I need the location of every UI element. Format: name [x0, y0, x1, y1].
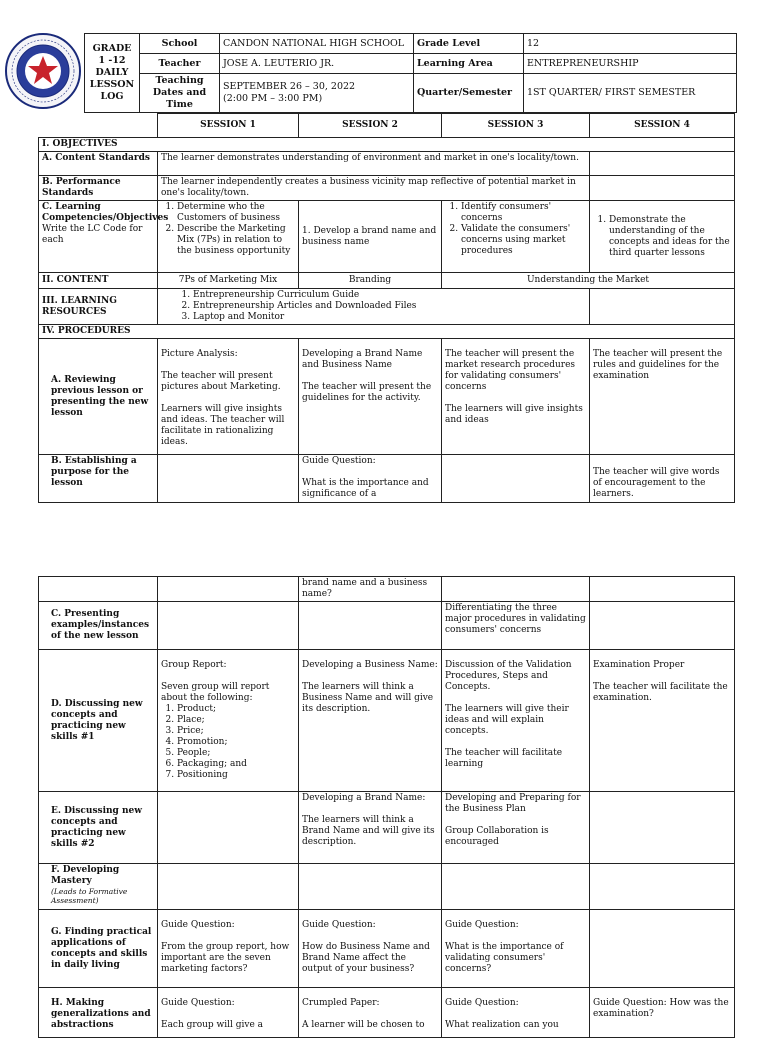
discussing-concepts-1-label: D. Discussing new concepts and practicing new skills #1 — [39, 650, 158, 792]
objectives-heading: I. OBJECTIVES — [39, 138, 735, 152]
teacher-label: Teacher — [140, 54, 220, 74]
discussing-concepts-2-label: E. Discussing new concepts and practicing new skills #2 — [39, 792, 158, 864]
learning-resources-list: 1. Entrepreneurship Curriculum Guide 2. Entrepreneurship Articles and Downloaded Files 3. Laptop and Monitor — [158, 289, 590, 325]
discussing-2-session-2: Developing a Brand Name: The learners will think a Brand Name and will give its description. — [299, 792, 442, 864]
grade-label: GRADE 1 -12 DAILY LESSON LOG — [85, 34, 140, 113]
establishing-purpose-label: B. Establishing a purpose for the lesson — [39, 455, 158, 503]
learning-area-value: ENTREPRENEURSHIP — [524, 54, 737, 74]
applications-session-2: Guide Question: How do Business Name and Brand Name affect the output of your business? — [299, 910, 442, 988]
session-1-header: SESSION 1 — [158, 114, 299, 138]
competencies-session-3: 1. Identify consumers' concerns 2. Validate the consumers' concerns using market procedures — [442, 201, 590, 273]
discussing-1-session-2: Developing a Business Name: The learners will think a Business Name and will give its description. — [299, 650, 442, 792]
reviewing-session-4: The teacher will present the rules and guidelines for the examination — [590, 339, 735, 455]
school-value: CANDON NATIONAL HIGH SCHOOL — [220, 34, 414, 54]
content-standards-label: A. Content Standards — [39, 152, 158, 176]
content-standards-text: The learner demonstrates understanding of environment and market in one's locality/town. — [158, 152, 590, 176]
purpose-session-4: The teacher will give words of encouragement to the learners. — [590, 455, 735, 503]
reviewing-session-2: Developing a Brand Name and Business Name The teacher will present the guidelines for the activity. — [299, 339, 442, 455]
generalizations-session-2: Crumpled Paper: A learner will be chosen to — [299, 988, 442, 1038]
generalizations-session-4: Guide Question: How was the examination? — [590, 988, 735, 1038]
deped-seal-logo — [4, 32, 82, 110]
content-label: II. CONTENT — [39, 273, 158, 289]
applications-session-1: Guide Question: From the group report, how important are the seven marketing factors? — [158, 910, 299, 988]
lesson-log-table-page1 — [38, 113, 735, 503]
reviewing-previous-lesson-label: A. Reviewing previous lesson or presenting the new lesson — [39, 339, 158, 455]
applications-session-3: Guide Question: What is the importance of validating consumers' concerns? — [442, 910, 590, 988]
quarter-value: 1ST QUARTER/ FIRST SEMESTER — [524, 74, 737, 113]
teacher-value: JOSE A. LEUTERIO JR. — [220, 54, 414, 74]
discussing-2-session-3: Developing and Preparing for the Business Plan Group Collaboration is encouraged — [442, 792, 590, 864]
generalizations-session-1: Guide Question: Each group will give a — [158, 988, 299, 1038]
reviewing-session-1: Picture Analysis: The teacher will present pictures about Marketing. Learners will give insights and ideas. The teacher will facilitate in rationalizing ideas. — [158, 339, 299, 455]
purpose-session-2-continued: brand name and a business name? — [299, 577, 442, 602]
competencies-session-2: 1. Develop a brand name and business name — [299, 201, 442, 273]
grade-level-label: Grade Level — [414, 34, 524, 54]
performance-standards-label: B. Performance Standards — [39, 176, 158, 201]
generalizations-session-3: Guide Question: What realization can you — [442, 988, 590, 1038]
lesson-log-table-page2 — [38, 576, 735, 1038]
procedures-heading: IV. PROCEDURES — [39, 325, 735, 339]
school-label: School — [140, 34, 220, 54]
discussing-1-session-4: Examination Proper The teacher will facilitate the examination. — [590, 650, 735, 792]
developing-mastery-label: F. Developing Mastery (Leads to Formative Assessment) — [39, 864, 158, 910]
content-session-3-4: Understanding the Market — [442, 273, 735, 289]
quarter-label: Quarter/Semester — [414, 74, 524, 113]
header-table — [84, 33, 737, 113]
performance-standards-text: The learner independently creates a business vicinity map reflective of potential market in one's locality/town. — [158, 176, 590, 201]
generalizations-label: H. Making generalizations and abstractions — [39, 988, 158, 1038]
session-3-header: SESSION 3 — [442, 114, 590, 138]
dates-value: SEPTEMBER 26 – 30, 2022 (2:00 PM – 3:00 PM) — [220, 74, 414, 113]
examples-session-3: Differentiating the three major procedures in validating consumers' concerns — [442, 602, 590, 650]
session-2-header: SESSION 2 — [299, 114, 442, 138]
learning-area-label: Learning Area — [414, 54, 524, 74]
competencies-session-4: 1. Demonstrate the understanding of the concepts and ideas for the third quarter lessons — [590, 201, 735, 273]
practical-applications-label: G. Finding practical applications of concepts and skills in daily living — [39, 910, 158, 988]
learning-competencies-label: C. Learning Competencies/Objectives Write the LC Code for each — [39, 201, 158, 273]
presenting-examples-label: C. Presenting examples/instances of the new lesson — [39, 602, 158, 650]
purpose-session-2: Guide Question: What is the importance and significance of a — [299, 455, 442, 503]
discussing-1-session-3: Discussion of the Validation Procedures, Steps and Concepts. The learners will give their ideas and will explain concepts. The teacher will facilitate learning — [442, 650, 590, 792]
discussing-1-session-1: Group Report: Seven group will report about the following: 1. Product; 2. Place; 3. Price; 4. Promotion; 5. People; 6. Packaging; and 7. Positioning — [158, 650, 299, 792]
grade-level-value: 12 — [524, 34, 737, 54]
dates-label: Teaching Dates and Time — [140, 74, 220, 113]
competencies-session-1: 1. Determine who the Customers of business 2. Describe the Marketing Mix (7Ps) in relation to the business opportunity — [158, 201, 299, 273]
content-session-2: Branding — [299, 273, 442, 289]
session-4-header: SESSION 4 — [590, 114, 735, 138]
learning-resources-label: III. LEARNING RESOURCES — [39, 289, 158, 325]
content-session-1: 7Ps of Marketing Mix — [158, 273, 299, 289]
reviewing-session-3: The teacher will present the market research procedures for validating consumers' concerns The learners will give insights and ideas — [442, 339, 590, 455]
